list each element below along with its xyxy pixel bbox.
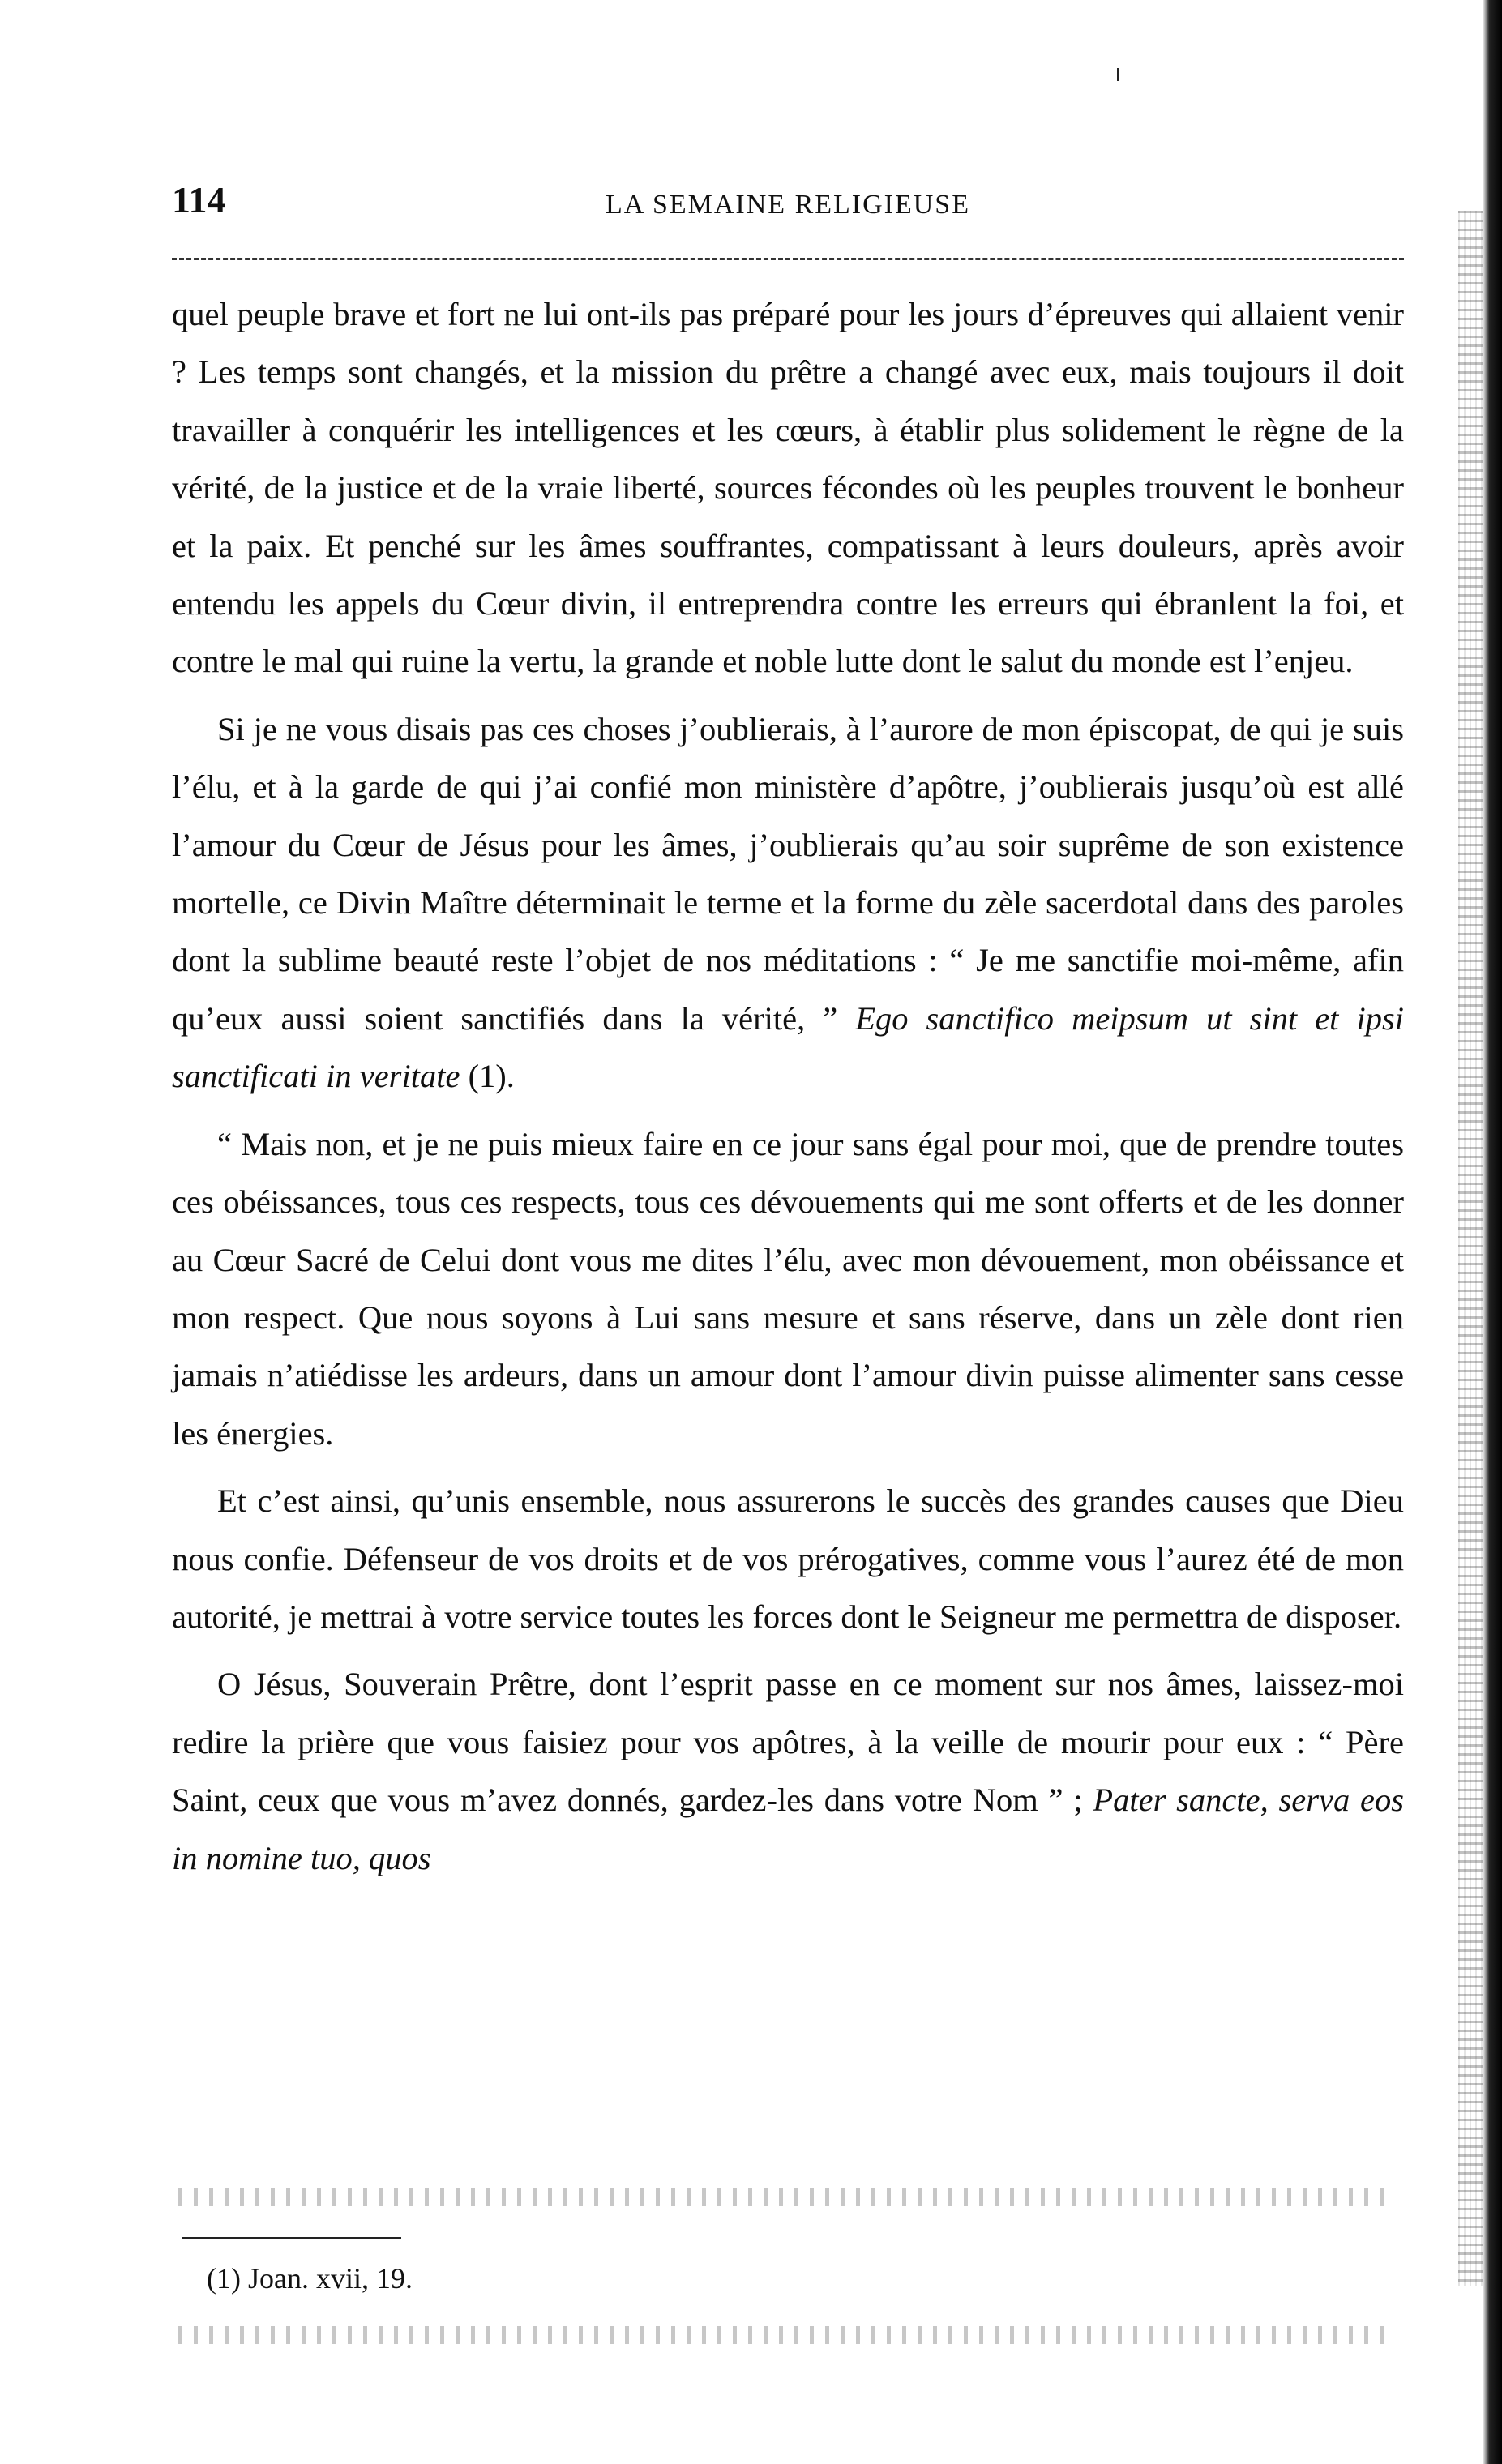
paragraph-4: Et c’est ainsi, qu’unis ensemble, nous assurerons le succès des grandes causes que Dieu nous confie. Défenseur de vos droits et de vos prérogatives, comme vous l’aurez été de mon autorité, je mettrai à votre service toutes les forces dont le Seigneur me permettra de disposer.: [172, 1482, 1404, 1635]
footnote: (1) Joan. xvii, 19.: [207, 2262, 413, 2295]
page-number: 114: [172, 179, 226, 220]
scan-edge: [1483, 0, 1502, 2464]
header-rule: [172, 258, 1404, 260]
footnote-rule: [182, 2237, 401, 2239]
paragraph-1: quel peuple brave et fort ne lui ont-ils pas préparé pour les jours d’épreuves qui allaient venir ? Les temps sont changés, et la mission du prêtre a changé avec eux, mais toujours il doit travailler à conquérir les intelligences et les cœurs, à établir plus solidement le règne de la vérité, de la justice et de la vraie liberté, sources fécondes où les peuples trouvent le bonheur et la paix. Et penché sur les âmes souffrantes, compatissant à leurs douleurs, après avoir entendu les appels du Cœur divin, il entreprendra contre les erreurs qui ébranlent la foi, et contre le mal qui ruine la vertu, la grande et noble lutte dont le salut du monde est l’enjeu.: [172, 296, 1404, 680]
paragraph-5: O Jésus, Souverain Prêtre, dont l’esprit passe en ce moment sur nos âmes, laissez-moi redire la prière que vous faisiez pour vos apôtres, à la veille de mourir pour eux : “ Père Saint, ceux que vous m’avez donnés, gardez-les dans votre Nom ” ; Pater sancte, serva eos in nomine tuo, quos: [172, 1666, 1404, 1876]
latin-quote: Ego sanctifico meipsum ut sint et ipsi sanctificati in veritate: [172, 999, 1404, 1095]
latin-quote: Pater sancte, serva eos in nomine tuo, quos: [172, 1782, 1404, 1876]
scan-edge-noise: [1458, 211, 1483, 2286]
body-text: [172, 285, 1404, 1887]
paragraph-2: Si je ne vous disais pas ces choses j’oublierais, à l’aurore de mon épiscopat, de qui je suis l’élu, et à la garde de qui j’ai confié mon ministère d’apôtre, j’oublierais jusqu’où est allé l’amour du Cœur de Jésus pour les âmes, j’oublierais qu’au soir suprême de son existence mortelle, ce Divin Maître déterminait le terme et la forme du zèle sacerdotal dans des paroles dont la sublime beauté reste l’objet de nos méditations : “ Je me sanctifie moi-même, afin qu’eux aussi soient sanctifiés dans la vérité, ” Ego sanctifico meipsum ut sint et ipsi sanctificati in veritate (1).: [172, 710, 1404, 1095]
page-header: [172, 178, 1404, 235]
running-title: LA SEMAINE RELIGIEUSE: [606, 190, 970, 220]
scan-mark: [1117, 68, 1119, 81]
paragraph-3: “ Mais non, et je ne puis mieux faire en ce jour sans égal pour moi, que de prendre toutes ces obéissances, tous ces respects, tous ces dévouements qui me sont offerts et de les donner au Cœur Sacré de Celui dont vous me dites l’élu, avec mon dévouement, mon obéissance et mon respect. Que nous soyons à Lui sans mesure et sans réserve, dans un zèle dont rien jamais n’atiédisse les ardeurs, dans un amour dont l’amour divin puisse alimenter sans cesse les énergies.: [172, 1125, 1404, 1452]
bleed-through: [178, 2188, 1394, 2206]
bleed-through: [178, 2326, 1394, 2344]
